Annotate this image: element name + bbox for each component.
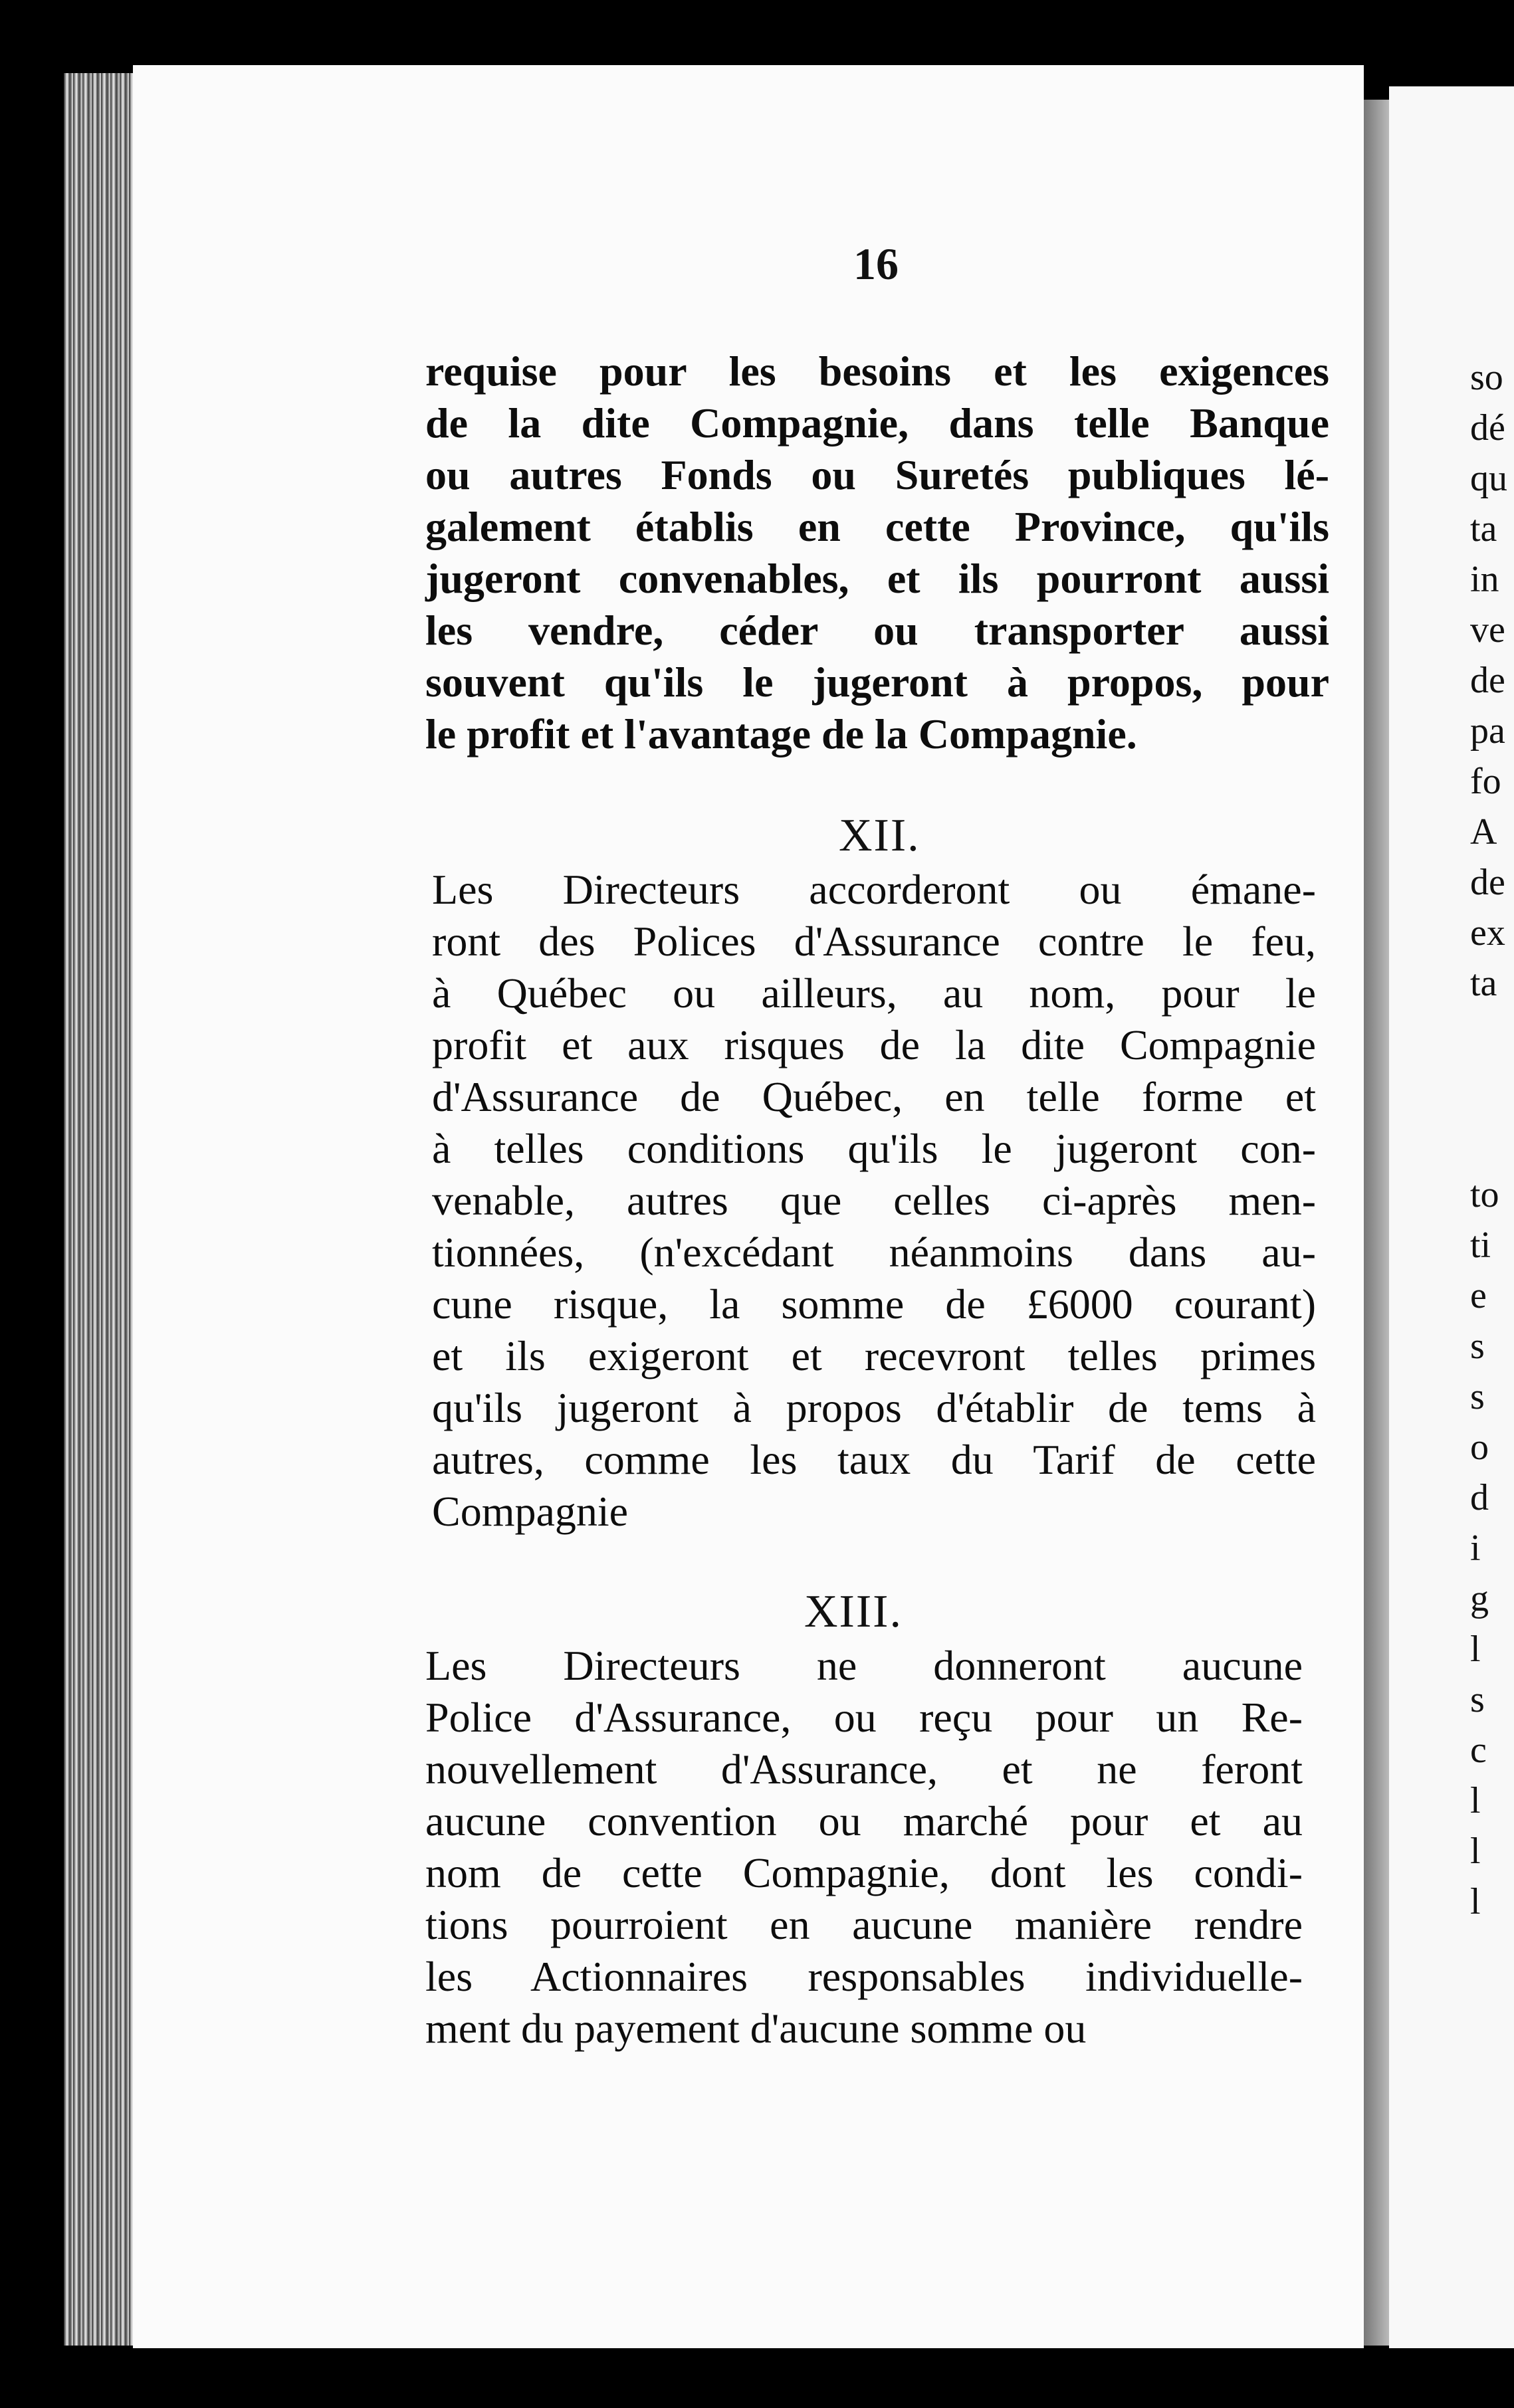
text-line: et ils exigeront et recevront telles primes (432, 1332, 1316, 1379)
section-heading-xii: XII. (839, 810, 920, 861)
text-line: l (1470, 1780, 1481, 1821)
text-line: d'Assurance de Québec, en telle forme et (432, 1073, 1316, 1120)
book-gutter (1364, 100, 1389, 2346)
text-line: tionnées, (n'excédant néanmoins dans au- (432, 1229, 1316, 1276)
text-line: i (1470, 1528, 1481, 1569)
text-line: g (1470, 1578, 1489, 1619)
text-line: Police d'Assurance, ou reçu pour un Re- (425, 1694, 1303, 1741)
text-line: à Québec ou ailleurs, au nom, pour le (432, 969, 1316, 1017)
facing-page-fragments-top (1470, 352, 1507, 1009)
text-line: requise pour les besoins et les exigences (425, 348, 1329, 395)
text-line: ex (1470, 912, 1505, 953)
text-line: nom de cette Compagnie, dont les condi- (425, 1849, 1303, 1896)
text-line: e (1470, 1275, 1487, 1316)
text-line: aucune convention ou marché pour et au (425, 1797, 1303, 1845)
text-line: s (1470, 1679, 1485, 1720)
text-line: ou autres Fonds ou Suretés publiques lé- (425, 451, 1329, 498)
section-heading-xiii: XIII. (804, 1586, 903, 1637)
text-line: nouvellement d'Assurance, et ne feront (425, 1746, 1303, 1793)
text-line: qu'ils jugeront à propos d'établir de tems à (432, 1384, 1316, 1431)
page-number: 16 (853, 239, 899, 289)
text-line: galement établis en cette Province, qu'ils (425, 503, 1329, 550)
section-xiii-text (425, 1640, 1303, 2055)
text-line: so (1470, 357, 1503, 398)
facing-page-fragments-bottom (1470, 1169, 1499, 1927)
text-line: les Actionnaires responsables individuelle- (425, 1953, 1303, 2000)
text-line: profit et aux risques de la dite Compagnie (432, 1021, 1316, 1068)
text-line: venable, autres que celles ci-après men- (432, 1177, 1316, 1224)
text-line: le profit et l'avantage de la Compagnie. (425, 710, 1137, 757)
text-line: souvent qu'ils le jugeront à propos, pour (425, 658, 1329, 706)
text-line: to (1470, 1174, 1499, 1215)
section-xii-text (432, 864, 1316, 1538)
text-line: cune risque, la somme de £6000 courant) (432, 1280, 1316, 1328)
text-line: pa (1470, 710, 1505, 752)
text-line: ve (1470, 609, 1505, 651)
text-line: de (1470, 862, 1505, 903)
text-line: fo (1470, 761, 1501, 802)
text-line: tions pourroient en aucune manière rendre (425, 1901, 1303, 1948)
text-line: s (1470, 1326, 1485, 1367)
text-line: d (1470, 1477, 1489, 1518)
text-line: Compagnie (432, 1488, 629, 1535)
text-line: les vendre, céder ou transporter aussi (425, 607, 1329, 654)
text-line: dé (1470, 407, 1505, 449)
text-line: à telles conditions qu'ils le jugeront con- (432, 1125, 1316, 1172)
text-line: l (1470, 1881, 1481, 1922)
text-line: Les Directeurs accorderont ou émane- (432, 866, 1316, 913)
text-line: ti (1470, 1225, 1491, 1266)
text-line: in (1470, 559, 1499, 600)
text-line: l (1470, 1629, 1481, 1670)
text-line: s (1470, 1376, 1485, 1417)
text-line: ment du payement d'aucune somme ou (425, 2005, 1087, 2052)
text-line: de (1470, 660, 1505, 701)
text-line: autres, comme les taux du Tarif de cette (432, 1436, 1316, 1483)
text-line: c (1470, 1730, 1487, 1771)
text-line: ront des Polices d'Assurance contre le feu, (432, 918, 1316, 965)
text-line: l (1470, 1831, 1481, 1872)
text-line: jugeront convenables, et ils pourront aussi (425, 555, 1329, 602)
text-line: ta (1470, 963, 1497, 1004)
text-line: A (1470, 811, 1497, 853)
text-line: o (1470, 1427, 1489, 1468)
text-line: de la dite Compagnie, dans telle Banque (425, 399, 1329, 447)
paragraph-continued (425, 346, 1329, 760)
text-line: ta (1470, 508, 1497, 550)
text-line: Les Directeurs ne donneront aucune (425, 1642, 1303, 1689)
text-line: qu (1470, 458, 1507, 499)
